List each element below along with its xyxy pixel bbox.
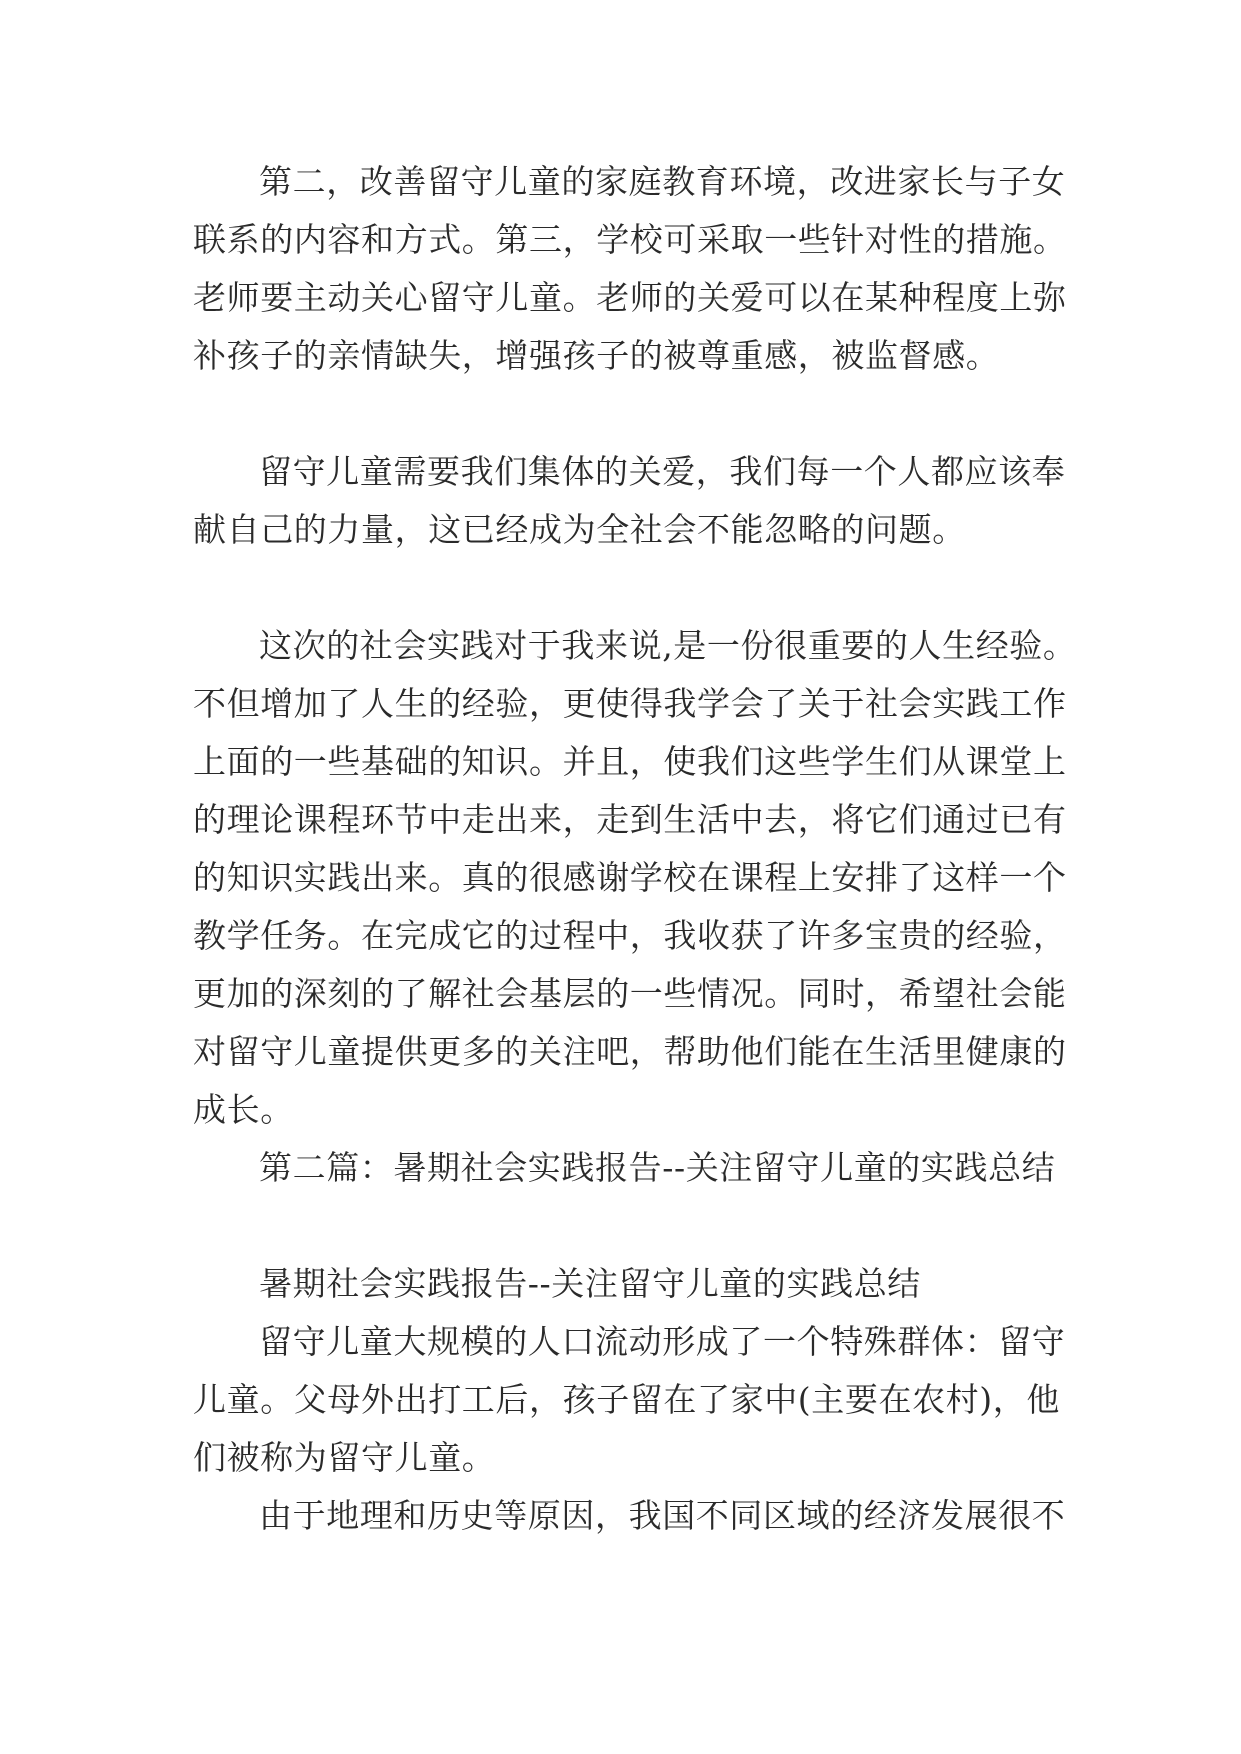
text-line: 这次的社会实践对于我来说,是一份很重要的人生经验。 xyxy=(259,626,1077,665)
article-title: 暑期社会实践报告--关注留守儿童的实践总结 xyxy=(259,1264,921,1303)
text-line: 的理论课程环节中走出来，走到生活中去，将它们通过已有 xyxy=(193,800,1067,839)
text-line: 第二，改善留守儿童的家庭教育环境，改进家长与子女 xyxy=(259,162,1066,201)
text-line: 对留守儿童提供更多的关注吧，帮助他们能在生活里健康的 xyxy=(193,1032,1067,1071)
text-line: 成长。 xyxy=(193,1090,294,1129)
text-line: 献自己的力量，这已经成为全社会不能忽略的问题。 xyxy=(193,510,966,549)
text-line: 教学任务。在完成它的过程中，我收获了许多宝贵的经验， xyxy=(193,916,1067,955)
text-line: 由于地理和历史等原因，我国不同区域的经济发展很不 xyxy=(259,1496,1066,1535)
text-line: 更加的深刻的了解社会基层的一些情况。同时，希望社会能 xyxy=(193,974,1067,1013)
text-line: 上面的一些基础的知识。并且，使我们这些学生们从课堂上 xyxy=(193,742,1067,781)
section-heading: 第二篇：暑期社会实践报告--关注留守儿童的实践总结 xyxy=(259,1148,1056,1187)
text-line: 老师要主动关心留守儿童。老师的关爱可以在某种程度上弥 xyxy=(193,278,1067,317)
text-line: 联系的内容和方式。第三，学校可采取一些针对性的措施。 xyxy=(193,220,1067,259)
text-line: 不但增加了人生的经验，更使得我学会了关于社会实践工作 xyxy=(193,684,1067,723)
text-line: 留守儿童大规模的人口流动形成了一个特殊群体：留守 xyxy=(259,1322,1066,1361)
text-line: 们被称为留守儿童。 xyxy=(193,1438,496,1477)
text-line: 的知识实践出来。真的很感谢学校在课程上安排了这样一个 xyxy=(193,858,1067,897)
text-line: 儿童。父母外出打工后，孩子留在了家中(主要在农村)，他 xyxy=(193,1380,1060,1419)
text-line: 留守儿童需要我们集体的关爱，我们每一个人都应该奉 xyxy=(259,452,1066,491)
text-line: 补孩子的亲情缺失，增强孩子的被尊重感，被监督感。 xyxy=(193,336,1000,375)
